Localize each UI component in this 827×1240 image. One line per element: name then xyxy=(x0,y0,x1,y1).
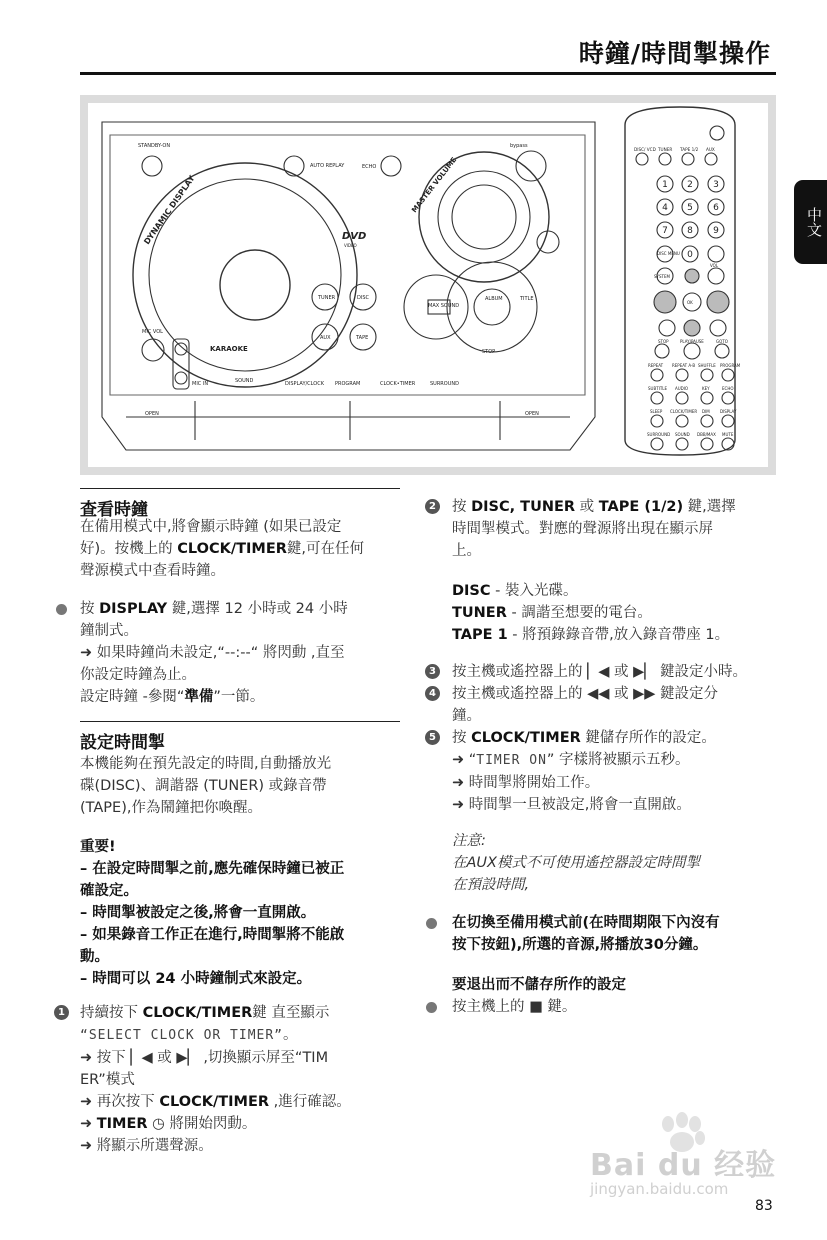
header-rule xyxy=(80,72,776,75)
view-clock-line-3: 聲源模式中查看時鐘。 xyxy=(80,563,225,579)
open-right-label: OPEN xyxy=(525,411,539,417)
remote-sound: SOUND xyxy=(675,432,690,437)
set-timer-line-3: (TAPE),作為鬧鐘把你喚醒。 xyxy=(80,800,262,816)
remote-program: PROGRAM xyxy=(720,363,741,368)
remote-clock-timer: CLOCK/TIMER xyxy=(670,409,698,414)
remote-digit-5: 5 xyxy=(687,203,693,213)
surround-label: SURROUND xyxy=(430,381,459,387)
remote-src-aux: AUX xyxy=(706,147,715,152)
display-step-line-3: ➜ 如果時鐘尚未設定,“--:--“ 將閃動 ,直至 xyxy=(80,645,345,661)
step-1-line-2: “SELECT CLOCK OR TIMER”。 xyxy=(80,1027,298,1043)
max-sound-label: MAX SOUND xyxy=(428,303,460,309)
display-step-line-4: 你設定時鐘為止。 xyxy=(80,667,196,683)
exit-line: 按主機上的 ■ 鍵。 xyxy=(452,999,577,1015)
rewind-icon: ◀◀ xyxy=(587,686,610,702)
important-item-1b: 確設定。 xyxy=(80,883,138,899)
dynamic-display-label: DYNAMIC DISPLAY xyxy=(142,173,197,247)
bullet-icon xyxy=(56,604,67,615)
display-step-line-2: 鐘制式。 xyxy=(80,623,138,639)
tuner-label: TUNER xyxy=(318,295,336,301)
note-line-2: 在預設時間, xyxy=(452,877,530,893)
source-tape: TAPE 1 - 將預錄錄音帶,放入錄音帶座 1。 xyxy=(452,627,730,643)
exit-title: 要退出而不儲存所作的設定 xyxy=(452,977,626,993)
source-disc: DISC - 裝入光碟。 xyxy=(452,583,578,599)
sound-label: SOUND xyxy=(235,378,254,384)
step-2-line-1: 按 DISC, TUNER 或 TAPE (1/2) 鍵,選擇 xyxy=(452,499,736,515)
watermark-brand: Bai du 经验 xyxy=(590,1148,777,1183)
page-number: 83 xyxy=(755,1198,773,1214)
prev-icon: ▏◀ xyxy=(130,1050,153,1066)
section-heading-view-clock: 查看時鐘 xyxy=(80,488,400,520)
device-illustration xyxy=(80,95,776,475)
important-block xyxy=(80,836,410,990)
display-step-line-1: 按 DISPLAY 鍵,選擇 12 小時或 24 小時 xyxy=(80,601,348,617)
remote-repeat: REPEAT xyxy=(648,363,664,368)
tape-label: TAPE xyxy=(356,335,369,341)
set-timer-paragraph xyxy=(80,753,410,819)
standby-note-line-1: 在切換至備用模式前(在時間期限下內沒有 xyxy=(452,915,720,931)
remote-vol: VOL xyxy=(710,263,719,268)
remote-mute: MUTE xyxy=(722,432,734,437)
disc-label: DISC xyxy=(357,295,369,301)
important-item-3b: 動。 xyxy=(80,949,109,965)
step-1-line-5: ➜ 再次按下 CLOCK/TIMER ,進行確認。 xyxy=(80,1094,351,1110)
page-title: 時鐘/時間掣操作 xyxy=(578,39,771,68)
remote-digit-3: 3 xyxy=(713,180,719,190)
remote-src-tape: TAPE 1/2 xyxy=(680,147,699,152)
baidu-watermark xyxy=(588,1110,778,1200)
dvd-logo: DVD xyxy=(342,231,367,242)
step-3 xyxy=(452,661,792,683)
step-number-1: 1 xyxy=(54,1005,69,1020)
set-timer-line-2: 碟(DISC)、調諧器 (TUNER) 或錄音帶 xyxy=(80,778,327,794)
step-4-line-2: 鐘。 xyxy=(452,708,481,724)
step-number-2: 2 xyxy=(425,499,440,514)
step-1-line-4: ER”模式 xyxy=(80,1072,135,1088)
mic-vol-label: MIC VOL xyxy=(142,329,163,335)
step-number-4: 4 xyxy=(425,686,440,701)
remote-sleep: SLEEP xyxy=(650,409,663,414)
important-item-4: – 時間可以 24 小時鐘制式來設定。 xyxy=(80,971,312,987)
important-item-1a: – 在設定時間掣之前,應先確保時鐘已被正 xyxy=(80,861,345,877)
karaoke-logo: KARAOKE xyxy=(210,345,248,353)
note-block xyxy=(452,830,792,896)
step-1 xyxy=(80,1002,415,1157)
set-timer-line-1: 本機能夠在預先設定的時間,自動播放光 xyxy=(80,756,332,772)
auto-replay-label: AUTO REPLAY xyxy=(310,163,345,169)
language-tab-label: 中文 xyxy=(805,207,823,237)
remote-stop: STOP xyxy=(658,339,669,344)
remote-digit-8: 8 xyxy=(687,226,693,236)
remote-digit-1: 1 xyxy=(662,180,668,190)
echo-label: ECHO xyxy=(362,164,377,170)
title-label: TITLE xyxy=(520,296,534,302)
note-title: 注意: xyxy=(452,833,486,849)
step-2 xyxy=(452,496,782,562)
important-item-2: – 時間掣被設定之後,將會一直開啟。 xyxy=(80,905,316,921)
album-label: ALBUM xyxy=(485,296,503,302)
important-item-3a: – 如果錄音工作正在進行,時間掣將不能啟 xyxy=(80,927,345,943)
stop-label: STOP xyxy=(482,349,496,355)
aux-label: AUX xyxy=(320,335,331,341)
standby-label: STANDBY-ON xyxy=(138,143,171,149)
view-clock-line-2: 好)。按機上的 CLOCK/TIMER鍵,可在任何 xyxy=(80,541,365,557)
display-step xyxy=(80,598,415,708)
next-icon: ▶▏ xyxy=(176,1050,199,1066)
remote-digit-7: 7 xyxy=(662,226,668,236)
device-diagram xyxy=(80,95,776,475)
remote-goto: GOTO xyxy=(716,339,728,344)
remote-display: DISPLAY xyxy=(720,409,737,414)
fast-forward-icon: ▶▶ xyxy=(633,686,656,702)
remote-digit-9: 9 xyxy=(713,226,719,236)
remote-echo: ECHO xyxy=(722,386,734,391)
language-tab xyxy=(794,180,827,264)
prev-icon: ▏◀ xyxy=(587,664,610,680)
standby-note xyxy=(452,912,792,956)
bypass-label: bypass xyxy=(510,143,528,149)
step-3-line-1: 按主機或遙控器上的 ▏◀ 或 ▶▏ 鍵設定小時。 xyxy=(452,664,748,680)
step-1-line-3: ➜ 按下 ▏◀ 或 ▶▏ ,切換顯示屏至“TIM xyxy=(80,1050,329,1066)
timer-icon: ◷ xyxy=(147,1116,165,1132)
program-label: PROGRAM xyxy=(335,381,361,387)
display-step-line-5: 設定時鐘 -參閱“準備”一節。 xyxy=(80,689,265,705)
step-5-line-2: ➜ “TIMER ON” 字樣將被顯示五秒。 xyxy=(452,752,690,768)
stop-icon: ■ xyxy=(529,999,543,1015)
remote-digit-6: 6 xyxy=(713,203,719,213)
exit-block xyxy=(452,974,792,1018)
remote-system: SYSTEM xyxy=(654,274,670,279)
step-1-line-1: 持續按下 CLOCK/TIMER鍵 直至顯示 xyxy=(80,1005,330,1021)
bullet-icon xyxy=(426,918,437,929)
remote-dim: DIM xyxy=(702,409,710,414)
remote-play: PLAY/PAUSE xyxy=(680,339,704,344)
remote-ok: OK xyxy=(687,300,693,305)
step-1-line-6: ➜ TIMER ◷ 將開始閃動。 xyxy=(80,1116,257,1132)
remote-audio: AUDIO xyxy=(675,386,689,391)
remote-digit-4: 4 xyxy=(662,203,668,213)
note-line-1: 在AUX模式不可使用遙控器設定時間掣 xyxy=(452,855,700,871)
remote-surround: SURROUND xyxy=(647,432,671,437)
step-1-line-7: ➜ 將顯示所選聲源。 xyxy=(80,1138,213,1154)
step-5-line-3: ➜ 時間掣將開始工作。 xyxy=(452,775,600,791)
section-heading-set-timer: 設定時間掣 xyxy=(80,721,400,753)
section-set-timer xyxy=(80,721,400,753)
step-5 xyxy=(452,727,792,816)
remote-digit-2: 2 xyxy=(687,180,693,190)
clock-timer-label: CLOCK•TIMER xyxy=(380,381,416,387)
remote-digit-0: 0 xyxy=(687,250,693,260)
view-clock-paragraph xyxy=(80,516,410,582)
step-4-line-1: 按主機或遙控器上的 ◀◀ 或 ▶▶ 鍵設定分 xyxy=(452,686,719,702)
bullet-icon xyxy=(426,1002,437,1013)
step-number-5: 5 xyxy=(425,730,440,745)
step-2-line-3: 上。 xyxy=(452,543,481,559)
remote-src-disc: DISC/ VCD xyxy=(634,147,656,152)
remote-dbb: DBB/MAX xyxy=(697,432,716,437)
step-5-line-1: 按 CLOCK/TIMER 鍵儲存所作的設定。 xyxy=(452,730,716,746)
remote-key: KEY xyxy=(702,386,710,391)
remote-disc-menu: DISC MENU xyxy=(657,251,680,256)
important-title: 重要! xyxy=(80,839,116,855)
step-5-line-4: ➜ 時間掣一旦被設定,將會一直開啟。 xyxy=(452,797,691,813)
display-clock-label: DISPLAY/CLOCK xyxy=(285,381,324,387)
remote-src-tuner: TUNER xyxy=(658,147,673,152)
view-clock-line-1: 在備用模式中,將會顯示時鐘 (如果已設定 xyxy=(80,519,342,535)
open-left-label: OPEN xyxy=(145,411,159,417)
step-number-3: 3 xyxy=(425,664,440,679)
remote-repeat-ab: REPEAT A-B xyxy=(672,363,696,368)
mic-in-label: MIC IN xyxy=(192,381,209,387)
step-4 xyxy=(452,683,792,727)
watermark-url: jingyan.baidu.com xyxy=(590,1180,729,1198)
remote-shuffle: SHUFFLE xyxy=(698,363,716,368)
source-tuner: TUNER - 調諧至想要的電台。 xyxy=(452,605,652,621)
master-volume-label: MASTER VOLUME xyxy=(410,155,459,215)
remote-subtitle: SUBTITLE xyxy=(648,386,668,391)
next-icon: ▶▏ xyxy=(633,664,656,680)
dvd-sub-label: VIDEO xyxy=(344,243,357,248)
source-list xyxy=(452,580,792,646)
standby-note-line-2: 按下按鈕),所選的音源,將播放30分鐘。 xyxy=(452,937,708,953)
step-2-line-2: 時間掣模式。對應的聲源將出現在顯示屏 xyxy=(452,521,713,537)
